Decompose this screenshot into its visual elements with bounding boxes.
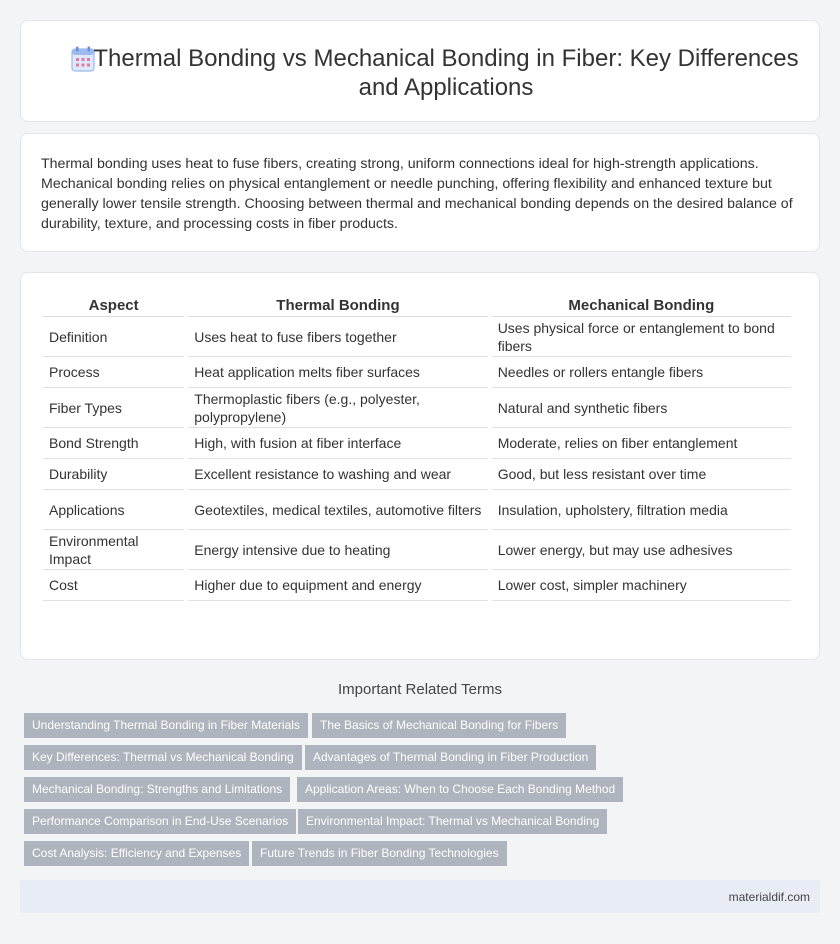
header-aspect: Aspect <box>43 291 184 317</box>
related-tag-environmental-impact[interactable]: Environmental Impact: Thermal vs Mechanical Bonding <box>298 809 607 834</box>
table-cell: Moderate, relies on fiber entanglement <box>492 428 791 459</box>
related-tag-mechanical-strengths[interactable]: Mechanical Bonding: Strengths and Limitations <box>24 777 290 802</box>
related-tag-performance-comparison[interactable]: Performance Comparison in End-Use Scenarios <box>24 809 296 834</box>
intro-card <box>20 133 820 252</box>
table-cell: High, with fusion at fiber interface <box>188 428 487 459</box>
intro-paragraph: Thermal bonding uses heat to fuse fibers, creating strong, uniform connections ideal for high-strength applications. Mechanical bonding relies on physical entanglement or needle punching, offering flexibility and enhanced texture but generally lower tensile strength. Choosing between thermal and mechanical bonding depends on the desired balance of durability, texture, and processing costs in fiber products. <box>41 156 793 232</box>
table-cell: Lower cost, simpler machinery <box>492 570 791 601</box>
header-thermal-bonding: Thermal Bonding <box>188 291 487 317</box>
table-cell: Needles or rollers entangle fibers <box>492 357 791 388</box>
table-cell: Good, but less resistant over time <box>492 459 791 490</box>
table-row <box>43 388 791 428</box>
table-cell: Thermoplastic fibers (e.g., polyester, polypropylene) <box>188 388 487 428</box>
related-tag-thermal-bonding-basics[interactable]: Understanding Thermal Bonding in Fiber Materials <box>24 713 308 738</box>
related-tag-cost-analysis[interactable]: Cost Analysis: Efficiency and Expenses <box>24 841 249 866</box>
table-cell: Heat application melts fiber surfaces <box>188 357 487 388</box>
title-card <box>20 20 820 122</box>
calendar-icon <box>71 46 95 72</box>
table-header-row <box>43 291 791 317</box>
table-cell: Higher due to equipment and energy <box>188 570 487 601</box>
related-tag-application-areas[interactable]: Application Areas: When to Choose Each Bonding Method <box>297 777 623 802</box>
comparison-table-card <box>20 272 820 660</box>
table-cell: Lower energy, but may use adhesives <box>492 530 791 570</box>
table-cell: Durability <box>43 459 184 490</box>
related-tag-key-differences[interactable]: Key Differences: Thermal vs Mechanical Bonding <box>24 745 302 770</box>
comparison-table <box>39 291 795 601</box>
table-cell: Insulation, upholstery, filtration media <box>492 490 791 530</box>
table-cell: Uses heat to fuse fibers together <box>188 317 487 357</box>
related-tag-future-trends[interactable]: Future Trends in Fiber Bonding Technologies <box>252 841 507 866</box>
table-cell: Excellent resistance to washing and wear <box>188 459 487 490</box>
page-title: Thermal Bonding vs Mechanical Bonding in Fiber: Key Differences and Applications <box>93 45 799 101</box>
table-row <box>43 530 791 570</box>
table-row <box>43 317 791 357</box>
header-mechanical-bonding: Mechanical Bonding <box>492 291 791 317</box>
table-row <box>43 490 791 530</box>
related-terms-title: Important Related Terms <box>338 681 502 698</box>
table-row <box>43 357 791 388</box>
table-cell: Definition <box>43 317 184 357</box>
table-row <box>43 570 791 601</box>
table-cell: Uses physical force or entanglement to bond fibers <box>492 317 791 357</box>
table-cell: Energy intensive due to heating <box>188 530 487 570</box>
table-cell: Fiber Types <box>43 388 184 428</box>
table-cell: Cost <box>43 570 184 601</box>
table-cell: Process <box>43 357 184 388</box>
table-cell: Applications <box>43 490 184 530</box>
related-tag-mechanical-bonding-basics[interactable]: The Basics of Mechanical Bonding for Fibers <box>312 713 566 738</box>
table-row <box>43 428 791 459</box>
table-cell: Geotextiles, medical textiles, automotive filters <box>188 490 487 530</box>
footer-site-link[interactable]: materialdif.com <box>728 890 810 904</box>
table-cell: Natural and synthetic fibers <box>492 388 791 428</box>
table-cell: Bond Strength <box>43 428 184 459</box>
table-row <box>43 459 791 490</box>
related-tag-thermal-advantages[interactable]: Advantages of Thermal Bonding in Fiber Production <box>305 745 596 770</box>
footer <box>20 880 820 913</box>
table-cell: Environmental Impact <box>43 530 184 570</box>
